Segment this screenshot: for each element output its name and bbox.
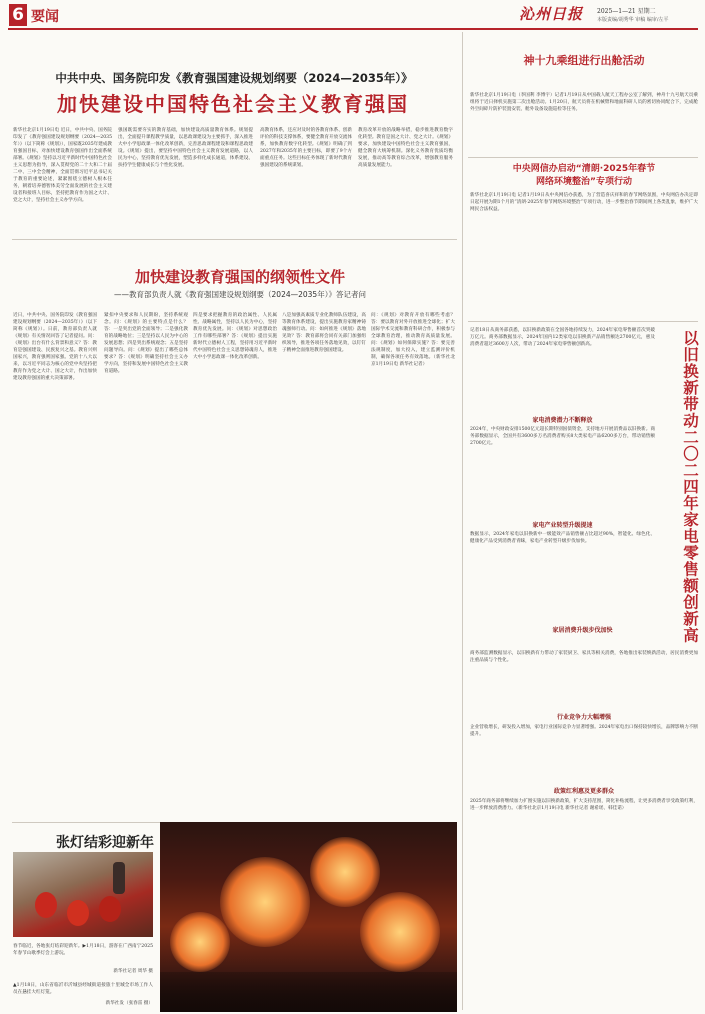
- story1-body: 新华社北京1月19日电（李国利 李博宇）记者1月19日从中国载人航天工程办公室了解到，神舟十九号航天员乘组将于近日择机实施第二次出舱活动。1月20日，航天员将在机械臂和地面科研人员的密切协同配合下，完成舱外空间碎片防护装置安装、舱外设备设施巡检等任务。: [470, 93, 698, 112]
- subhead-home-consumption: 家居消费升级步伐加快: [552, 627, 613, 634]
- masthead-rule: [8, 28, 698, 30]
- lantern-hanging-photo: [13, 852, 153, 937]
- story1-headline: 神十九乘组进行出舱活动: [523, 54, 645, 67]
- subhead-policy-dividend: 政策红利惠及更多群众: [553, 788, 614, 795]
- interview-headline: 加快建设教育强国的纲领性文件: [134, 268, 345, 286]
- interview-col-4: 八是加强高素质专业化教师队伍建设，高等教育体系建设，提出实施教育家精神铸魂强师行动。问：如何推进《规划》落地见效？答：教育部将会同有关部门加强组织领导，推进各项任务落地见效，以钉钉子精神全面推进教育强国建设。: [282, 313, 366, 353]
- subhead-appliance-potential-body: 2024年，中央财政安排1500亿元超长期特别国债资金，支持地方开展消费品以旧换新。商务部数据显示，全国共有3600多万名消费者购买8大类家电产品6200多万台，带动销售额2700亿元。: [470, 427, 655, 446]
- lead-col-4: 教育改革开放的战略举措，稳步推进教育数字化转型。教育是国之大计、党之大计。《规划》要求，加快建设中国特色社会主义教育强国，健全教育大统筹机制。深化义务教育优质均衡发展，推动高等教育综合改革，增强教育服务高质量发展能力。: [358, 128, 453, 168]
- subhead-competitiveness-body: 企业营收增长，研发投入增加，家电行业国际竞争力显著增强。2024年家电出口保持较快增长，品牌影响力不断提升。: [470, 725, 698, 737]
- interview-col-5: 问：《规划》对教育开放有哪些考虑？答：要以教育对外开放推进全球化；扩大国际学术交流和教育科研合作，积极参与全球教育治理，推动教育高质量发展。问：《规划》如何保障实施？答：要完善法规制度，加大投入，建立监测评价机制，确保各项任务有效落地。（新华社北京1月19日电 新华社记者）: [371, 313, 455, 367]
- subhead-policy-dividend-body: 2025年商务部将继续加力扩围实施以旧换新政策，扩大支持范围，简化补贴流程，让更多消费者享受政策红利，进一步释放消费潜力。（新华社北京1月19日电 新华社记者 谢希瑶、韩佳诺）: [470, 799, 698, 811]
- lantern-glow: [170, 912, 230, 972]
- lantern-glow: [310, 837, 380, 907]
- photo-caption-1: 春节临近，各地张灯结彩迎新年。▶1月18日，游客在广西南宁2025年春节山歌季灯会上游玩。: [13, 944, 153, 956]
- lantern-glow: [360, 892, 440, 972]
- worker-figure: [113, 862, 125, 894]
- subhead-appliance-potential: 家电消费潜力不断释放: [532, 417, 593, 424]
- story2-headline: 中央网信办启动“清朗·2025年春节 网络环境整治”专项行动: [512, 164, 656, 187]
- photo-credit-1: 新华社记者 周华 摄: [113, 969, 153, 974]
- interview-subhead: ——教育部负责人就《教育强国建设规划纲要（2024—2035年）》答记者问: [114, 290, 366, 299]
- lantern-glow: [220, 857, 310, 947]
- interview-col-2: 紧扣中央要求和人民期盼，坚持系统观念。问：《规划》的主要特点是什么？答：一是突出党的全面领导；二是强化教育的战略地位；三是坚持以人民为中心的发展思想；四是突出系统观念；五是坚持问题导向。问：《规划》提出了哪些总体要求？答：《规划》明确坚持社会主义办学方向，坚持和发展中国特色社会主义教育道路。: [104, 313, 188, 374]
- red-lantern: [99, 896, 121, 922]
- photo-story-headline: 张灯结彩迎新年: [56, 835, 154, 851]
- lead-kicker: 中共中央、国务院印发《教育强国建设规划纲要（2024—2035年）》: [55, 71, 413, 85]
- lead-divider: [12, 239, 457, 240]
- paper-logo: 沁州日报: [519, 5, 584, 23]
- photo-credit-2: 新华社发（张春雷 摄）: [105, 1001, 153, 1006]
- red-lantern: [35, 892, 57, 918]
- issue-date: 2025—1—21 星期二: [597, 8, 656, 15]
- photo-caption-2: ▲1月18日，山东省临沂市沂城县经城街道接旅十里城全市场工作人员在悬挂大红灯笼。: [13, 983, 153, 995]
- editor-credits: 本版责编/胡秀华 审稿 编审/左平: [597, 17, 669, 23]
- story2-body: 新华社北京1月19日电 记者1月19日从中央网信办获悉，为了营造喜庆祥和的春节网络氛围，中央网信办决定即日起开展为期1个月的“清朗·2025年春节网络环境整治”专项行动，进一步整治春节期间网上各类乱象，维护广大网民合法权益。: [470, 193, 698, 212]
- lead-col-3: 高教育体系，还应对及时的各教育体系、创新评价的科技支撑体系，要健全教育开放交流体系，加快教育数字化转型。《规划》明确了到2027年和2035年的主要目标，即要了9个方面重点任务。这些目标任务体现了新时代教育强国建设的系统谋划。: [260, 128, 352, 168]
- section-name: 要闻: [31, 9, 59, 25]
- right-divider-2: [468, 321, 698, 322]
- subhead-industry-upgrade: 家电产业转型升级提速: [532, 522, 593, 529]
- subhead-competitiveness: 行业竞争力大幅增强: [556, 714, 611, 721]
- subhead-industry-upgrade-body: 数据显示，2024年家电以旧换新中一级能效产品销售额占比超过90%，智能化、绿色化、健康化产品受到消费者青睐，家电产业转型升级步伐加快。: [470, 532, 655, 544]
- lead-col-2: 强国既需要夯实的教育基础，加快建设高质量教育体系。规划提出，全面提升课程教学质量，以思政课建设为主要抓手，深入推进大中小学思政课一体化改革创新，完善思政课程建设和课程思政建设。《规划》提出，要坚持中国特色社会主义教育发展道路，以人民为中心，坚持教育优先发展，塑造多样化成长通道，体系建设、扶持学生健康成长与个性化发展。: [118, 128, 253, 168]
- lead-headline: 加快建设中国特色社会主义教育强国: [57, 92, 409, 116]
- interview-col-1: 近日，中共中央、国务院印发《教育强国建设规划纲要（2024—2035年）》（以下简称《规划》）。日前，教育部负责人就《规划》有关情况回答了记者提问。问：《规划》出台有什么背景和意义？答：教育是强国建设、民族复兴之基。教育兴则国家兴，教育强则国家强。党的十八大以来，以习近平同志为核心的党中央坚持把教育作为党之大计、国之大计，作出加快建设教育强国的重大决策部署。: [13, 313, 97, 381]
- lantern-festival-photo: [160, 822, 457, 1012]
- interview-col-3: 四是要求把握教育的政治属性、人民属性、战略属性，坚持以人民为中心，坚持教育优先发展。问：《规划》对思想政治工作有哪些部署？答：《规划》提出实施新时代立德树人工程，坚持用习近平新时代中国特色社会主义思想铸魂育人，推进大中小学思政课一体化改革创新。: [193, 313, 277, 360]
- page-number: 6: [9, 4, 27, 26]
- subhead-home-consumption-body: 商务部监测数据显示，以旧换新有力带动了家装厨卫、家具等相关消费，各地推出家装焕新活动，居民消费更加注重品质与个性化。: [470, 651, 698, 663]
- crowd-silhouette: [160, 972, 457, 1012]
- right-divider-1: [468, 157, 698, 158]
- red-lantern: [67, 900, 89, 926]
- lead-col-1: 新华社北京1月19日电 近日，中共中央、国务院印发了《教育强国建设规划纲要（2024—2035年）》（以下简称《规划》），国家既2035年建成教育强国目标，对加快建设教育强国作出全面系统部署。《规划》坚持以习近平新时代中国特色社会主义思想为指导，深入贯彻党的二十大和二十届二中、三中全会精神，全面贯彻习近平总书记关于教育的重要论述，紧紧围绕立德树人根本任务，朝着培养德智体美劳全面发展的社会主义建设者和接班人目标，坚持把教育作为国之大计、党之大计，坚持社会主义办学方向。: [13, 128, 112, 203]
- page-column-divider: [462, 32, 463, 1010]
- story3-intro: 记者18日从商务部获悉，以旧换新政策在全国各地持续发力，2024年家电零售额首次突破万亿元。商务部数据显示，2024年国内12类家电以旧换新产品销售额达2700亿元，惠及消费者超过3600万人次，带动了2024年家电零售额创新高。: [470, 328, 655, 347]
- story3-vertical-headline: 以旧换新带动二〇二四年家电零售额创新高: [681, 330, 700, 644]
